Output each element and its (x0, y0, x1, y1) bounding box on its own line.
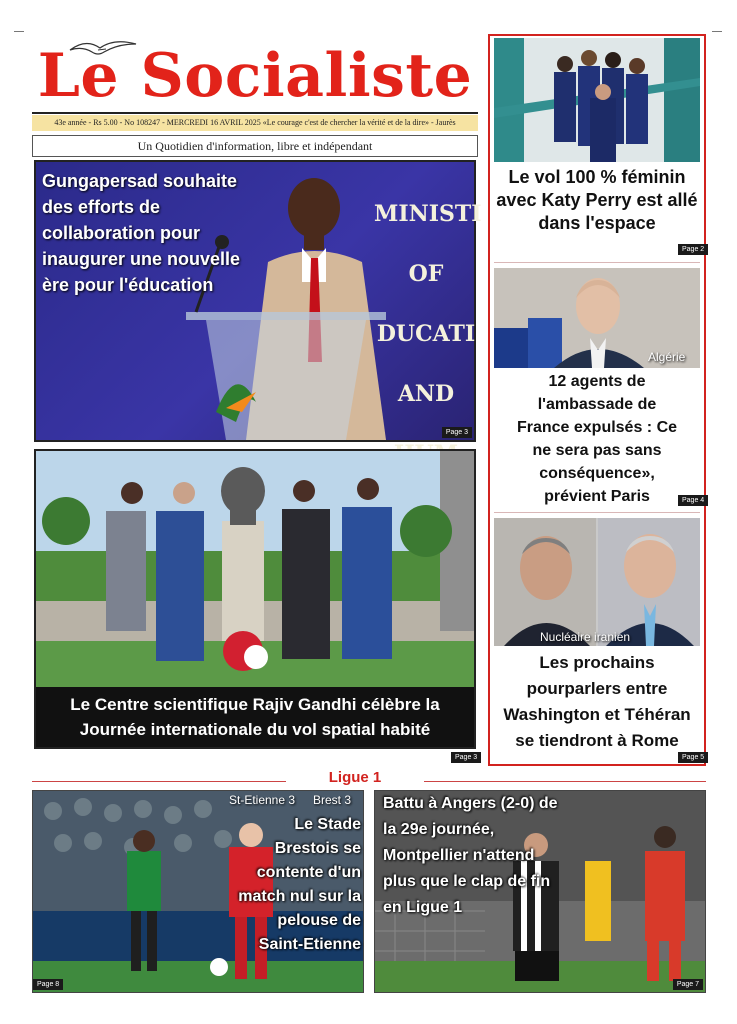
right-column (488, 34, 706, 766)
page-ref: Page 3 (451, 752, 481, 763)
negotiators-photo (494, 518, 700, 646)
page-ref: Page 4 (678, 495, 708, 506)
page-ref: Page 8 (33, 979, 63, 990)
page-ref: Page 2 (678, 244, 708, 255)
education-headline: Gungapersad souhaite des efforts de collaboration pour inaugurer une nouvelle ère pour l'éducation (42, 171, 241, 295)
algerie-label: Algérie (648, 350, 686, 364)
story-education[interactable] (34, 160, 482, 442)
nucleaire-label: Nucléaire iranien (540, 630, 631, 644)
montpellier-headline: Battu à Angers (2-0) de la 29e journée, Montpellier n'attend plus que le clap de fin en Ligue 1 (383, 795, 558, 916)
algerie-headline: 12 agents de l'ambassade de France expulsés : Ce ne sera pas sans conséquence», prévient Paris (516, 373, 678, 505)
issue-info-bar: 43e année - Rs 5.00 - No 108247 - MERCREDI 16 AVRIL 2025 «Le courage c'est de chercher la vérité et de la dire» - Jaurès (32, 115, 478, 131)
divider (494, 262, 700, 263)
section-rule-right (424, 781, 706, 782)
crop-mark-left (14, 31, 24, 32)
tagline: Un Quotidien d'information, libre et indépendant (32, 135, 478, 157)
page-ref: Page 3 (442, 427, 472, 438)
score-away: Brest 3 (313, 793, 352, 807)
divider (494, 512, 700, 513)
astronauts-photo (494, 38, 700, 162)
page-ref: Page 5 (678, 752, 708, 763)
masthead-rule (32, 112, 478, 114)
ceremony-photo (36, 451, 474, 687)
nucleaire-headline: Les prochains pourparlers entre Washington et Téhéran se tiendront à Rome (503, 653, 691, 750)
page-ref: Page 7 (673, 979, 703, 990)
katy-perry-headline: Le vol 100 % féminin avec Katy Perry est allé dans l'espace (496, 167, 698, 233)
story-brest[interactable] (32, 790, 364, 993)
ministry-backdrop: MINISTI OF DUCATI AND (374, 201, 482, 407)
score-home: St-Etienne 3 (229, 793, 296, 807)
newspaper-logo: Le Socialiste (37, 41, 473, 111)
story-space-center[interactable] (34, 449, 476, 749)
space-center-headline: Le Centre scientifique Rajiv Gandhi célèbre la Journée internationale du vol spatial habité (36, 687, 474, 747)
story-montpellier[interactable] (374, 790, 706, 993)
section-rule-left (32, 781, 286, 782)
masthead (32, 36, 478, 114)
section-title-ligue1: Ligue 1 (328, 769, 382, 786)
crop-mark-right (712, 31, 722, 32)
brest-headline: Le Stade Brestois se contente d'un match nul sur la pelouse de Saint-Etienne (238, 816, 361, 953)
